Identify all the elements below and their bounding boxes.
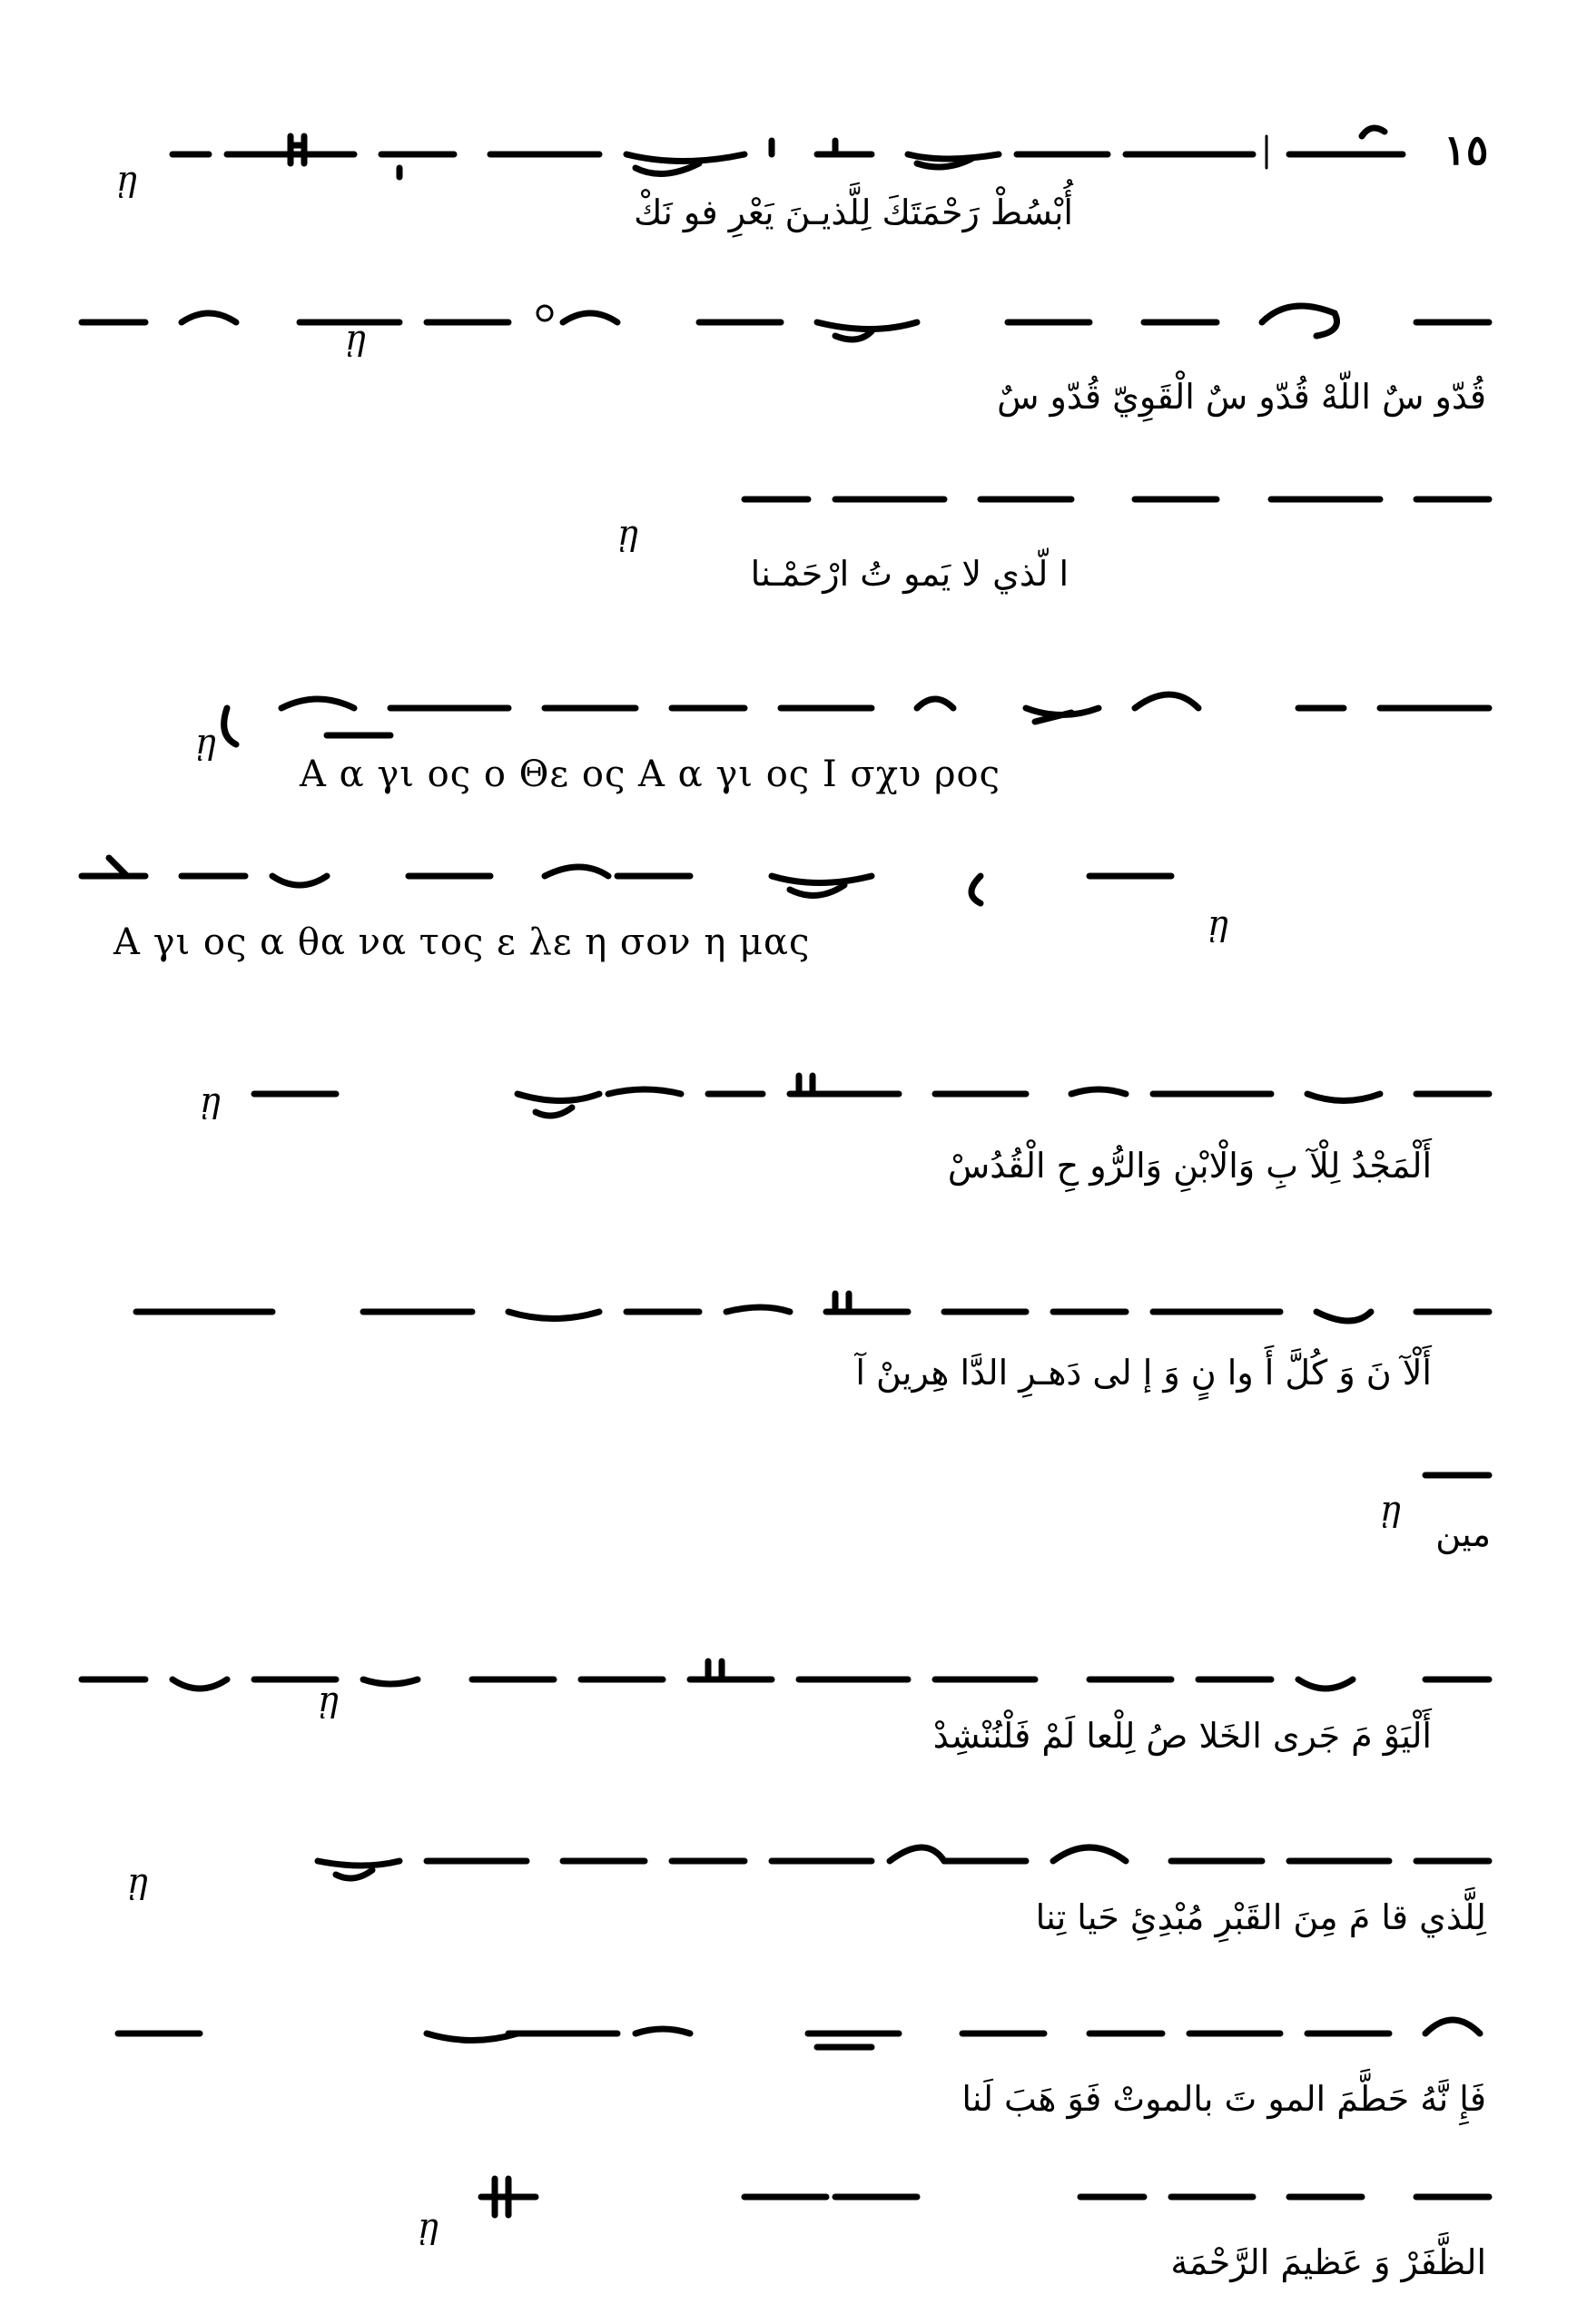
martyria-sign: ῃ (318, 1679, 339, 1719)
martyria-sign: ῃ (200, 1080, 221, 1120)
hymn-number: ١٥ (1444, 125, 1489, 174)
martyria-sign: ῃ (127, 1861, 148, 1901)
martyria-sign: ῃ (1380, 1489, 1401, 1529)
martyria-sign: ῃ (116, 159, 137, 199)
lyric-line-3: ا لّذي لا يَمو تُ ارْحَمْـنا (750, 554, 1069, 594)
martyria-sign: ῃ (418, 2206, 439, 2246)
lyric-line-4: Α α γι ος ο Θε ος Α α γι ος Ι σχυ ρος (300, 753, 1000, 795)
lyric-line-6: أَلْمَجْدُ لِلْآ بِ وَالْابْنِ وَالرُّو حِ الْقُدُسْ (947, 1146, 1432, 1186)
martyria-sign: ῃ (1207, 903, 1228, 943)
lyric-line-12: الظَّفَرْ وَ عَظيمَ الرَّحْمَة (1170, 2242, 1486, 2282)
lyric-line-10: لِلَّذي قا مَ مِنَ القَبْرِ مُبْدِئِ حَيا تِنا (1035, 1897, 1486, 1937)
lyric-line-11: فَإِ نَّهُ حَطَّمَ المو تَ بالموتْ فَوَ هَبَ لَنا (961, 2079, 1486, 2119)
martyria-sign: ῃ (617, 513, 638, 553)
martyria-sign: ῃ (345, 318, 366, 358)
lyric-line-2: قُدّو سٌ اللّهْ قُدّو سٌ الْقَوِيّ قُدّو سٌ (997, 377, 1486, 417)
lyric-line-1: أُبْسُطْ رَحْمَتَكَ لِلَّذيـنَ يَعْرِ فو نَكْ (634, 192, 1073, 232)
lyric-line-8: مين (1435, 1514, 1491, 1554)
martyria-sign: ῃ (195, 722, 216, 762)
lyric-line-5: Α γι ος α θα να τος ε λε η σον η μας (113, 921, 811, 963)
lyric-line-9: أَلْيَوْ مَ جَرى الخَلا صُ لِلْعا لَمْ فَلْنُنْشِدْ (932, 1716, 1432, 1756)
lyric-line-7: أَلْآ نَ وَ كُلَّ أَ وا نٍ وَ إ لى دَهـرِ الدَّا هِرينْ آ (855, 1353, 1432, 1393)
